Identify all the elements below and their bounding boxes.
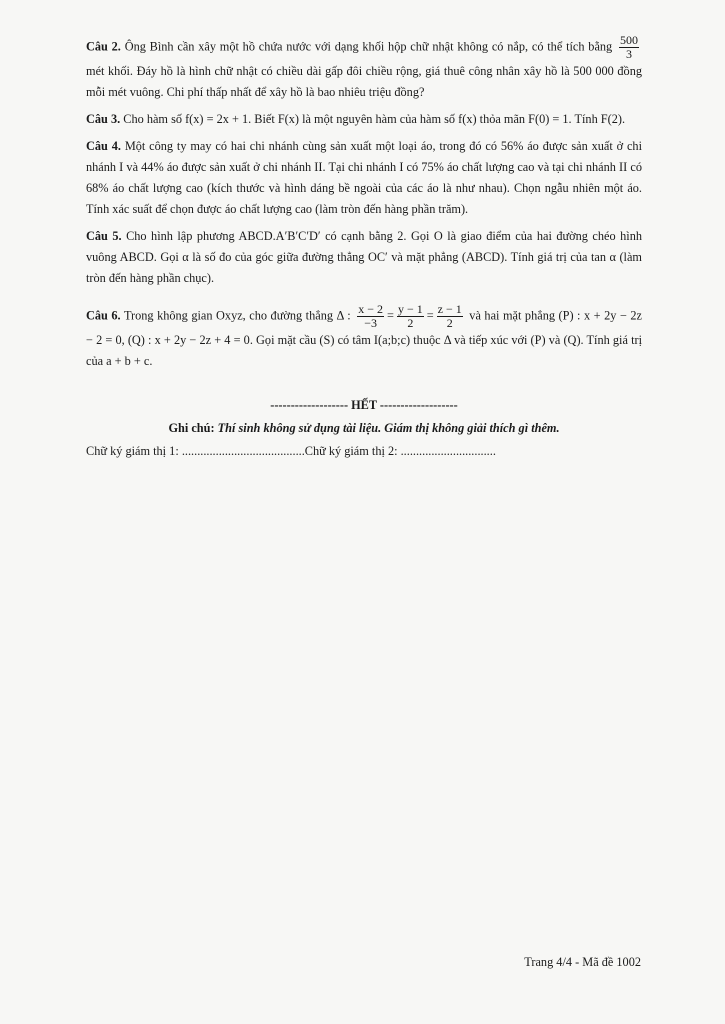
fraction-denominator: 2 [446,316,453,330]
question-2-label: Câu 2. [86,39,121,54]
question-6-text-part1: Trong không gian Oxyz, cho đường thẳng Δ : [123,308,351,323]
question-3-label: Câu 3. [86,112,121,126]
fraction-numerator: 500 [620,33,639,47]
question-5-label: Câu 5. [86,229,122,243]
fraction-denominator: 3 [626,47,633,61]
question-6: Câu 6. Trong không gian Oxyz, cho đường thẳng Δ : $\frac{x - 2}{-3}$ = $\frac{y - 1}{2}$ = $\frac{z - 1}{2}$ và hai mặt phẳng (P) : x + 2y − 2z − 2 = 0, (Q) : x + 2y − 2z + 4 = 0. Gọi mặt cầu (S) có tâm I(a;b;c) thuộc Δ và tiếp xúc với (P) và (Q). Tính giá trị của a + b + c. [86,302,643,368]
question-5 [86,226,642,289]
note-label: Ghi chú: [168,421,215,435]
fraction-numerator: z − 1 [437,302,462,316]
question-4 [86,136,642,220]
line-fraction-z [437,303,463,330]
question-3 [86,109,642,130]
question-6-label: Câu 6. [86,308,121,323]
volume-fraction [619,34,639,61]
fraction-denominator: −3 [364,316,378,330]
fraction-denominator: 2 [407,316,414,330]
question-2-text-part1: Ông Bình cần xây một hồ chứa nước với dạng khối hộp chữ nhật không có nắp, có thể tích bằng [124,39,613,54]
question-2-text-part2: mét khối. Đáy hồ là hình chữ nhật có chiều dài gấp đôi chiều rộng, giá thuê công nhân xây hồ là 500 000 đồng mỗi mét vuông. Chi phí thấp nhất để xây hồ là bao nhiêu triệu đồng? [86,64,642,99]
note-text: Thí sinh không sử dụng tài liệu. Giám thị không giải thích gì thêm. [217,421,560,435]
exam-note [86,421,642,436]
question-6-text-part2: và hai mặt phẳng (P) : x + 2y − 2z − 2 = 0, (Q) : x + 2y − 2z + 4 = 0. Gọi mặt cầu (S) có tâm I(a;b;c) thuộc Δ và tiếp xúc với (P) và (Q). Tính giá trị của a + b + c. [86,308,643,368]
fraction-numerator: y − 1 [397,302,423,316]
question-4-label: Câu 4. [86,139,121,153]
line-fraction-x [357,303,384,330]
fraction-numerator: x − 2 [358,302,384,316]
exam-page [86,34,642,459]
proctor-signatures: Chữ ký giám thị 1: ........................................Chữ ký giám thị 2: ............................... [86,444,496,458]
question-2 [86,34,642,103]
question-4-text: Một công ty may có hai chi nhánh cùng sản xuất một loại áo, trong đó có 56% áo được sản xuất ở chi nhánh I và 44% áo được sản xuất ở chi nhánh II. Tại chi nhánh I có 75% áo chất lượng cao và tại chi nhánh II có 68% áo chất lượng cao (kích thước và hình dáng bề ngoài của các áo là như nhau). Chọn ngẫu nhiên một áo. Tính xác suất để chọn được áo chất lượng cao (làm tròn đến hàng phần trăm). [86,139,642,216]
end-marker: ------------------- HẾT ------------------- [270,398,458,412]
question-3-text: Cho hàm số f(x) = 2x + 1. Biết F(x) là một nguyên hàm của hàm số f(x) thỏa mãn F(0) = 1. Tính F(2). [123,112,626,126]
question-5-text: Cho hình lập phương ABCD.A′B′C′D′ có cạnh bằng 2. Gọi O là giao điểm của hai đường chéo hình vuông ABCD. Gọi α là số đo của góc giữa đường thẳng OC′ và mặt phẳng (ABCD). Tính giá trị của tan α (làm tròn đến hàng phần chục). [86,229,642,285]
page-footer: Trang 4/4 - Mã đề 1002 [524,955,641,969]
line-fraction-y [397,303,424,330]
